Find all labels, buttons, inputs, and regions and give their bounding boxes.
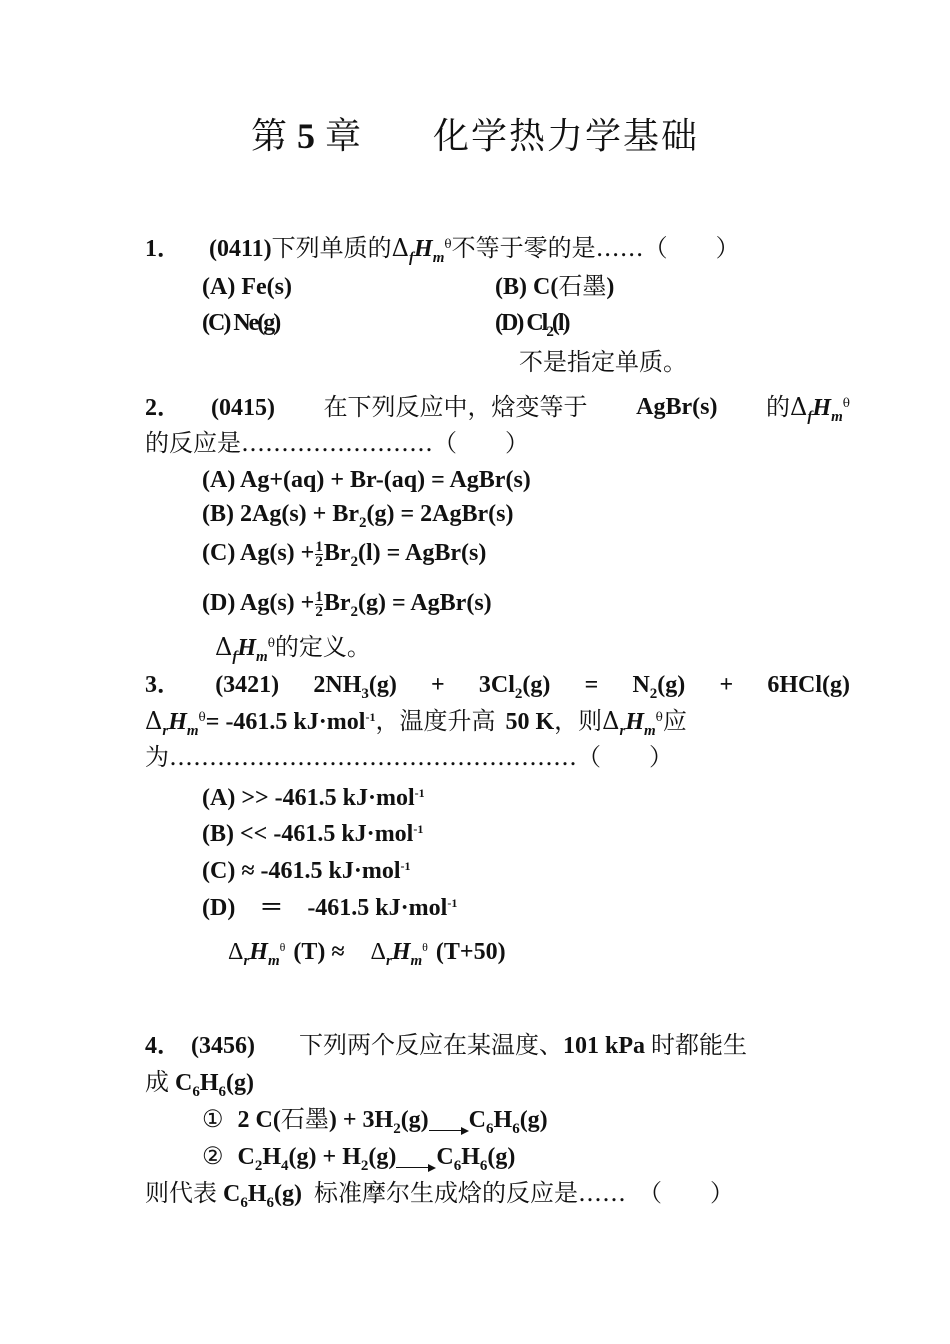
q3-answer-note: $\Delta_rH_m^\theta$ $(T) \approx \Delta_rH_m^\theta$ (T+50) — [228, 939, 506, 969]
question-3-stem-cont2: 为……………………………………………（ ） — [145, 743, 673, 771]
q1-option-b[interactable]: (B) C(石墨) — [495, 274, 615, 300]
q1-option-a[interactable]: (A) Fe(s) — [202, 274, 292, 300]
question-4-stem-cont: 成 $C_6H_6(g)$ — [145, 1068, 254, 1100]
q1-option-c[interactable]: (C) Ne(g) — [202, 310, 280, 336]
q3-option-b[interactable]: (B) << -461.5 kJ·mol$^{-1}$ — [202, 821, 424, 847]
chapter-title: 第 5 章 化学热力学基础 — [250, 116, 700, 157]
question-2-stem: 2． (0415) 在下列反应中，焓变等于 AgBr(s) 的$\Delta_fH_m^\theta$ — [145, 393, 850, 425]
q3-option-d[interactable]: (D) ＝ -461.5 kJ·mol$^{-1}$ — [202, 895, 458, 921]
question-3-stem-cont: $\Delta_rH_m^\theta= -461.5$ kJ·mol$^{-1}$，温度升高 50 K，则$\Delta_rH_m^\theta$应 — [145, 707, 687, 739]
fraction-half: $\frac{1}{2}$ — [315, 588, 323, 620]
question-3-stem: 3． (3421) $2NH_3(g)$ + $3Cl_2(g)$ = $N_2(g)$ + 6HCl(g) — [145, 672, 850, 702]
q2-option-a[interactable]: (A) Ag+(aq) + Br-(aq) = AgBr(s) — [202, 467, 531, 493]
reaction-arrow — [396, 1146, 436, 1170]
q2-option-b[interactable]: (B) $2Ag(s) + Br_2(g)$ = 2AgBr(s) — [202, 501, 514, 531]
q2-answer-note: $\Delta_fH_m^\theta$的定义。 — [215, 633, 371, 665]
q2-option-c[interactable]: (C) Ag(s) + $\frac{1}{2}$ $Br_2(l)$ = AgBr(s) — [202, 538, 487, 570]
question-1-stem: 1． (0411)下列单质的$\Delta_fH_m^\theta$不等于零的是……（ ） — [145, 234, 740, 266]
fraction-half: $\frac{1}{2}$ — [315, 538, 323, 570]
q2-option-d[interactable]: (D) Ag(s) + $\frac{1}{2}$ $Br_2(g)$ = AgBr(s) — [202, 588, 492, 620]
q4-reaction-1[interactable]: ① 2 C(石墨) + $3H_2(g)$ $C_6H_6(g)$ — [202, 1105, 548, 1137]
q1-option-d[interactable]: (D) $Cl_2(l)$ — [495, 310, 569, 340]
q3-option-a[interactable]: (A) >> -461.5 kJ·mol$^{-1}$ — [202, 785, 425, 811]
q1-answer-note: 不是指定单质。 — [519, 348, 687, 376]
q4-reaction-2[interactable]: ② $C_2H_4(g) + H_2(g)$ $C_6H_6(g)$ — [202, 1142, 516, 1174]
question-4-ask: 则代表 $C_6H_6(g)$ 标准摩尔生成焓的反应是…… （ ） — [145, 1179, 734, 1211]
q3-option-c[interactable]: (C) ≈ -461.5 kJ·mol$^{-1}$ — [202, 858, 411, 884]
reaction-arrow — [429, 1109, 469, 1133]
question-4-stem: 4． (3456) 下列两个反应在某温度、101 kPa 时都能生 — [145, 1031, 747, 1059]
question-2-stem-cont: 的反应是……………………（ ） — [145, 429, 529, 457]
